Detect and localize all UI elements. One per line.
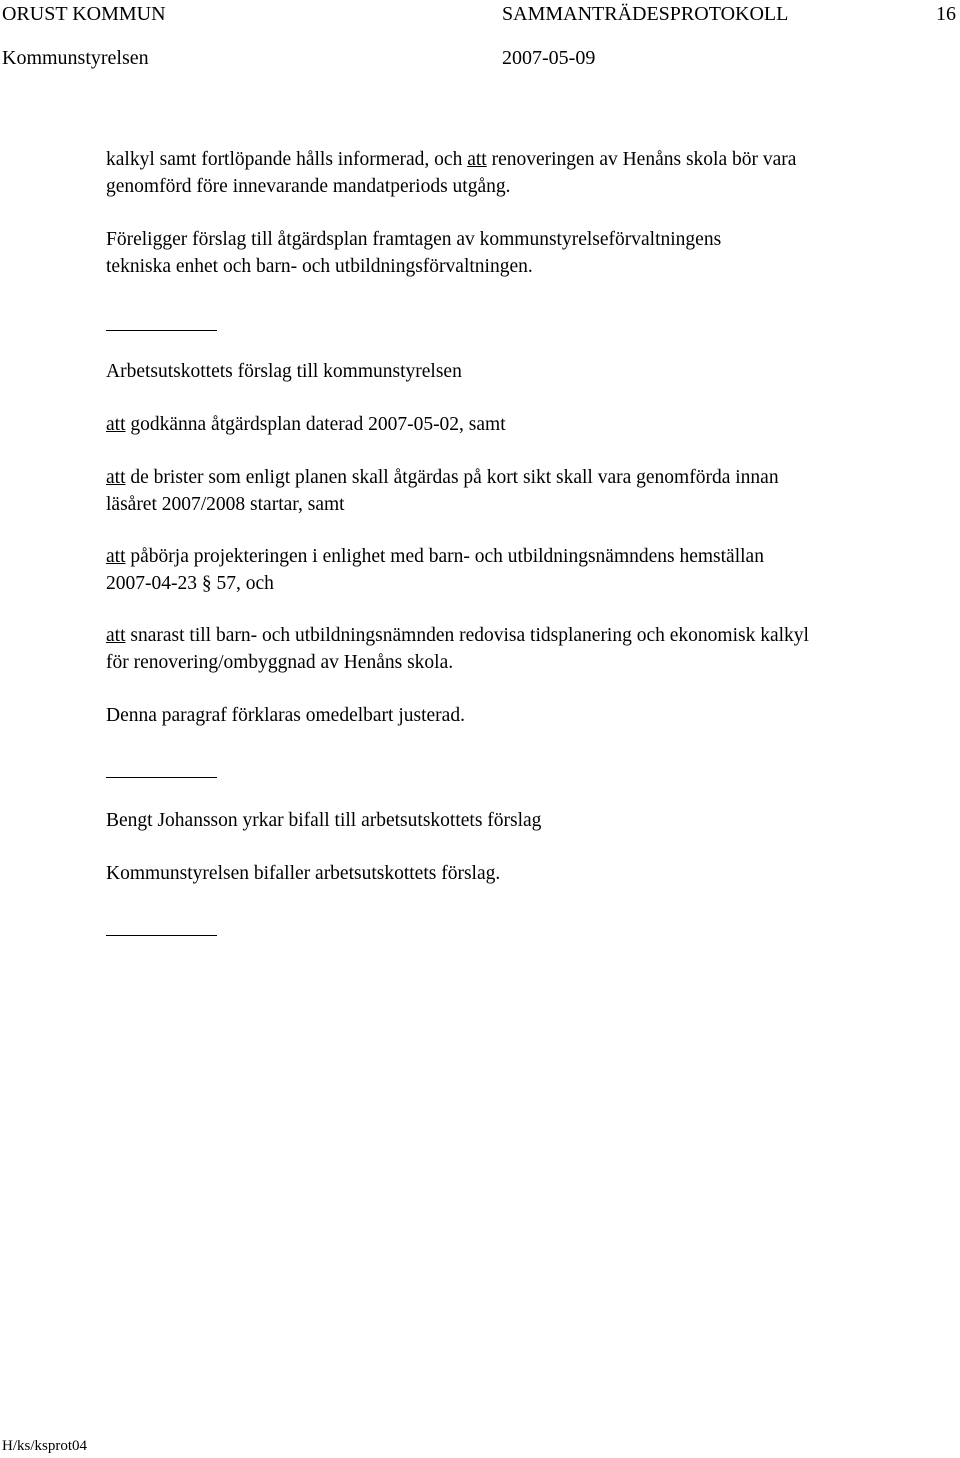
att-keyword: att [106, 414, 126, 435]
att-keyword: att [106, 625, 126, 646]
proposal-item-3 [106, 544, 926, 597]
intro-paragraph-1-line-1 [106, 147, 926, 174]
meeting-date: 2007-05-09 [502, 47, 596, 69]
motion-statement [106, 808, 926, 835]
section-divider [106, 777, 217, 778]
justification-text: Denna paragraf förklaras omedelbart justerad. [106, 705, 465, 726]
proposal-item-2 [106, 465, 926, 518]
intro-paragraph-2-line-2: tekniska enhet och barn- och utbildningsförvaltningen. [106, 255, 533, 277]
att-keyword: att [106, 467, 126, 488]
intro-paragraph-2-line-1: Föreligger förslag till åtgärdsplan framtagen av kommunstyrelseförvaltningens [106, 229, 722, 250]
intro-paragraph-1 [106, 147, 926, 200]
text-segment: påbörja projekteringen i enlighet med barn- och utbildningsnämndens hemställan [125, 546, 764, 567]
intro-paragraph-1-line-2: genomförd före innevarande mandatperiods utgång. [106, 175, 511, 197]
decision-statement [106, 861, 926, 888]
document-type: SAMMANTRÄDESPROTOKOLL [502, 3, 789, 25]
proposal-item-line-1 [106, 412, 926, 439]
municipality-name: ORUST KOMMUN [2, 3, 166, 25]
proposal-item-4 [106, 623, 926, 676]
proposal-item-line-2: 2007-04-23 § 57, och [106, 572, 274, 594]
meeting-body: Kommunstyrelsen [2, 47, 149, 69]
proposal-heading [106, 359, 926, 386]
section-divider [106, 935, 217, 936]
proposal-item-1 [106, 412, 926, 439]
proposal-item-line-1 [106, 465, 926, 492]
proposal-heading-text: Arbetsutskottets förslag till kommunstyrelsen [106, 361, 462, 382]
proposal-item-line-1 [106, 623, 926, 650]
proposal-item-line-2: läsåret 2007/2008 startar, samt [106, 493, 345, 515]
text-segment: snarast till barn- och utbildningsnämnden redovisa tidsplanering och ekonomisk kalkyl [125, 625, 809, 646]
proposal-item-line-1 [106, 544, 926, 571]
att-keyword: att [467, 149, 487, 170]
att-keyword: att [106, 546, 126, 567]
justification-statement [106, 703, 926, 730]
page-number: 16 [936, 3, 956, 25]
intro-paragraph-2 [106, 227, 926, 280]
motion-text: Bengt Johansson yrkar bifall till arbetsutskottets förslag [106, 810, 542, 831]
footer-path: H/ks/ksprot04 [2, 1438, 88, 1454]
text-segment: kalkyl samt fortlöpande hålls informerad, och [106, 149, 468, 170]
proposal-item-line-2: för renovering/ombyggnad av Henåns skola. [106, 651, 454, 673]
section-divider [106, 330, 217, 331]
text-segment: de brister som enligt planen skall åtgärdas på kort sikt skall vara genomförda innan [125, 467, 779, 488]
decision-text: Kommunstyrelsen bifaller arbetsutskottets förslag. [106, 863, 501, 884]
text-segment: renoveringen av Henåns skola bör vara [486, 149, 797, 170]
text-segment: godkänna åtgärdsplan daterad 2007-05-02, samt [125, 414, 506, 435]
